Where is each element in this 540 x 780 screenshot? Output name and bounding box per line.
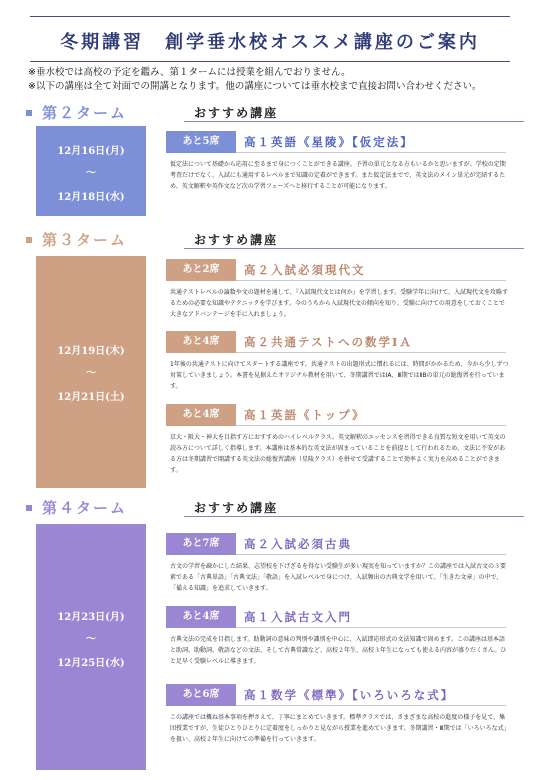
- term-title: 第２ターム: [42, 104, 128, 122]
- bullet-icon: [26, 505, 32, 511]
- title-top-rule: [30, 16, 510, 17]
- term-header: [26, 103, 526, 123]
- course-card: [166, 533, 526, 599]
- course-description: 古典文法の完成を目指します。助動詞の意味の判別や識別を中心に、入試即応形式の文法知識で固めます。この講座は基本語と助詞、助動詞、敬語などの文法、そして古典常識など、高校２年生、高校３年生になっても使える内容が盛りだくさん。ひと足早く受験レベルに導きます。: [170, 636, 507, 665]
- course-title-rule: [236, 425, 506, 426]
- term-header: [26, 498, 526, 518]
- course-title-rule: [236, 627, 506, 628]
- course-description: この講座では概ね基本事項を押さえて、丁寧にまとめていきます。標準クラスでは、さまざまな高校の進度の様子を見て、集団授業ですが、生徒ひとりひとりに定着度をしっかりと見ながら授業を進めていきます。冬期講習・Ⅲ期では「いろいろな式」を扱い、高校２年生に向けての準備を行っていきます。: [170, 714, 510, 743]
- recommend-label: おすすめ講座: [194, 501, 279, 515]
- notice-block: [28, 66, 528, 94]
- course-title-rule: [236, 554, 506, 555]
- course-title: 高１英語《星陵》【仮定法】: [244, 135, 414, 149]
- bullet-icon: [26, 110, 32, 116]
- date-range: [36, 524, 146, 770]
- seats-badge: あと4席: [166, 606, 236, 628]
- course-title-rule: [236, 152, 506, 153]
- date-from: 12月19日(木): [57, 346, 125, 357]
- course-card: [166, 131, 526, 213]
- date-to: 12月21日(土): [57, 392, 125, 403]
- notice-line: ※以下の講座は全て対面での開講となります。他の講座については垂水校まで直接お問い合わせください。: [28, 81, 482, 92]
- course-description: 古文の学習を疎かにした結果、志望校を下げざるを得ない受験生が多い現実を知っていますか？この講座では入試古文の３要素である「古典単語」「古典文法」「敬語」を入試レベルで身につけ、入試頻出の古典文学を用いて、「生きた文章」の中で、「備える知識」を追求していきます。: [170, 563, 507, 592]
- course-card: [166, 606, 526, 672]
- recommend-label: おすすめ講座: [194, 106, 279, 120]
- course-card: [166, 684, 526, 768]
- course-title: 高２入試必須古典: [244, 537, 352, 551]
- recommend-rule: [184, 121, 524, 122]
- date-range: [36, 126, 146, 216]
- course-title: 高２入試必須現代文: [244, 263, 366, 277]
- course-description: 共通テストレベルの論数や文の題材を通して、『入試現代文とは何か』を学習します。受験学年に向けて、入試現代文を攻略するための必要な知識やテクニックを学びます。今のうちから入試現代文の傾向を知り、受験に向けての用意をしておくことで大きなアドバンテージを手に入れましょう。: [170, 289, 509, 318]
- course-description: 1年後の共通テストに向けてスタートする講座です。共通テストの出題形式に慣れるには、時間がかかるため、今から少しずつ対策していきましょう。本書を見据えたオリジナル教材を用いて、冬期講習ではⅠA、Ⅲ期ではⅡBの単元の総復習を行っています。: [170, 361, 509, 390]
- course-card: [166, 331, 526, 397]
- course-card: [166, 259, 526, 325]
- term-title: 第３ターム: [42, 231, 128, 249]
- recommend-rule: [184, 516, 524, 517]
- course-card: [166, 404, 526, 488]
- date-to: 12月25日(水): [57, 658, 125, 669]
- course-title-rule: [236, 705, 506, 706]
- seats-badge: あと2席: [166, 259, 236, 281]
- term-header: [26, 230, 526, 250]
- date-separator: ～: [86, 368, 96, 379]
- date-separator: ～: [86, 168, 96, 179]
- page-title: 冬期講習 創学垂水校オススメ講座のご案内: [60, 32, 480, 53]
- bullet-icon: [26, 237, 32, 243]
- notice-line: ※垂水校では高校の予定を鑑み、第１タームには授業を組んでおりません。: [28, 67, 351, 78]
- course-title: 高２共通テストへの数学ⅠＡ: [244, 335, 413, 349]
- recommend-rule: [184, 248, 524, 249]
- title-banner: [30, 16, 510, 62]
- term-title: 第４ターム: [42, 499, 128, 517]
- course-title-rule: [236, 352, 506, 353]
- course-title-rule: [236, 280, 506, 281]
- seats-badge: あと7席: [166, 533, 236, 555]
- date-to: 12月18日(水): [57, 192, 125, 203]
- course-title: 高１英語《トップ》: [244, 408, 366, 422]
- title-bottom-rule: [30, 61, 510, 62]
- recommend-label: おすすめ講座: [194, 233, 279, 247]
- date-range: [36, 256, 146, 488]
- course-description: 仮定法について基礎から応用に至るまで身につくことができる講座。予習の単元となる方もいるかと思いますが、学校の定期考査だけでなく、入試にも通用するレベルまで知識の定着ができます。また仮定法までで、英文法のメイン単元が完結するため、英文解釈や英作文など次の学習フェーズへと移行することが可能になります。: [170, 161, 506, 190]
- seats-badge: あと6席: [166, 684, 236, 706]
- seats-badge: あと4席: [166, 404, 236, 426]
- course-description: 京大・阪大・神大を目指す方におすすめのハイレベルクラス。英文解釈のエッセンスを習得できる良質な短文を用いて英文の読み方について詳しく指導します。本講座は基本的な英文法が固まっていることを前提として行われるため、文法に不安がある方は冬期講習で開講する英文法の総復習講座（星陵クラス）を併せて受講することで効率よく実力を高めることができます。: [170, 434, 506, 474]
- course-title: 高１数学《標準》【いろいろな式】: [244, 688, 455, 702]
- date-from: 12月16日(月): [57, 146, 125, 157]
- seats-badge: あと4席: [166, 331, 236, 353]
- seats-badge: あと5席: [166, 131, 236, 153]
- date-separator: ～: [86, 634, 96, 645]
- date-from: 12月23日(月): [57, 612, 125, 623]
- course-title: 高１入試古文入門: [244, 610, 352, 624]
